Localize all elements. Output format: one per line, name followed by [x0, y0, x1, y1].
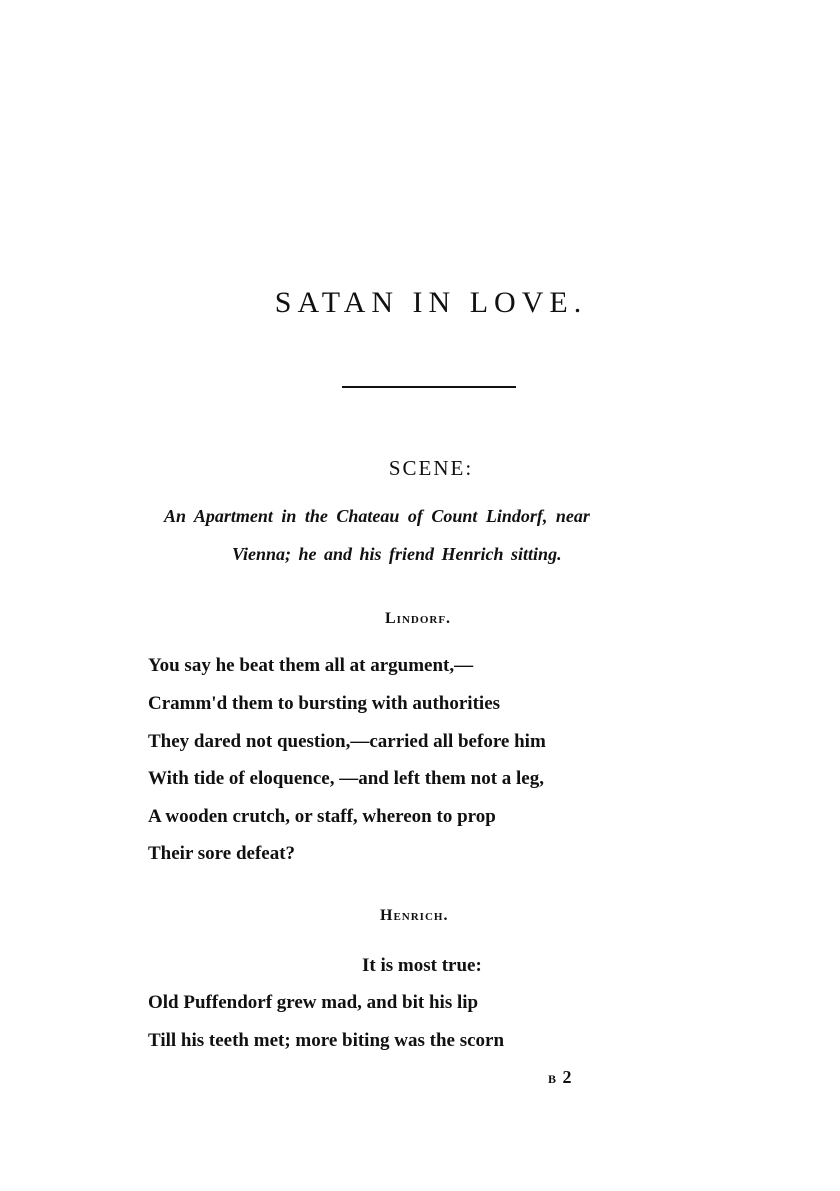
signature-number: 2: [562, 1067, 572, 1087]
verse-line: Cramm'd them to bursting with authorities: [148, 693, 501, 714]
verse-line: A wooden crutch, or staff, whereon to prop: [148, 806, 496, 827]
verse-line: Till his teeth met; more biting was the scorn: [148, 1030, 505, 1051]
verse-line: They dared not question,—carried all before him: [148, 731, 546, 752]
speaker-lindorf: Lindorf.: [385, 610, 452, 627]
page-title: SATAN IN LOVE.: [274, 286, 588, 319]
stage-direction-line-1: An Apartment in the Chateau of Count Lindorf, near: [164, 506, 590, 526]
verse-line: Their sore defeat?: [148, 843, 296, 864]
title-rule: [342, 386, 516, 388]
verse-line: With tide of eloquence, —and left them not a leg,: [148, 768, 544, 789]
stage-direction-line-2: Vienna; he and his friend Henrich sitting.: [232, 544, 562, 564]
signature-mark: [548, 1067, 572, 1088]
signature-letter: B: [548, 1072, 557, 1086]
speaker-henrich: Henrich.: [380, 907, 449, 924]
verse-line: Old Puffendorf grew mad, and bit his lip: [148, 992, 479, 1013]
verse-line: You say he beat them all at argument,—: [148, 655, 474, 676]
verse-line: It is most true:: [362, 955, 482, 976]
scene-heading: SCENE:: [388, 456, 474, 480]
